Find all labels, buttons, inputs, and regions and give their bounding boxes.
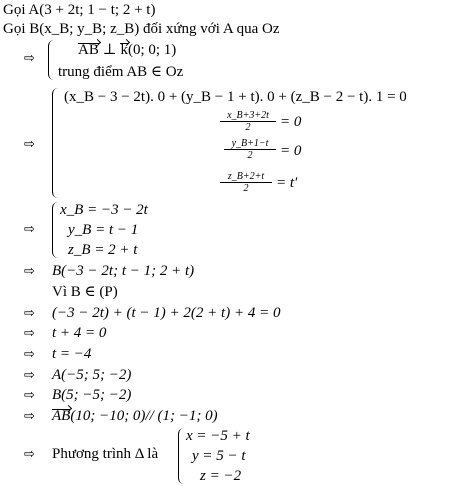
implies-arrow-3: ⇨ [24, 222, 35, 237]
vector-ab-2: AB [52, 408, 71, 424]
vector-k: k [120, 42, 128, 58]
fraction-xb-eq: = 0 [280, 114, 302, 130]
implies-arrow-7: ⇨ [24, 347, 35, 362]
fraction-zb-eq: = t′ [276, 175, 298, 191]
system3-row3: z = −2 [200, 468, 242, 484]
implies-arrow-6: ⇨ [24, 326, 35, 341]
brace-4 [178, 428, 186, 484]
system2-row2: y_B = t − 1 [68, 222, 139, 238]
fraction-zb: $\frac{z\_B+2+t}{2}$ [220, 171, 272, 194]
brace-3 [52, 202, 60, 258]
line-equation-1: (−3 − 2t) + (t − 1) + 2(2 + t) + 4 = 0 [52, 305, 281, 321]
line-midpoint: trung điểm AB ∈ Oz [58, 64, 184, 80]
line-vector-ab [52, 408, 218, 425]
system1-row1: (x_B − 3 − 2t). 0 + (y_B − 1 + t). 0 + (z_B − 2 − t). 1 = 0 [64, 89, 407, 105]
fraction-xb: $\frac{x\_B+3+2t}{2}$ [220, 110, 276, 133]
vector-k-coords: (0; 0; 1) [127, 42, 177, 58]
perp-symbol: ⊥ [98, 42, 121, 58]
implies-arrow-5: ⇨ [24, 306, 35, 321]
brace-2 [52, 88, 61, 198]
implies-arrow-2: ⇨ [24, 137, 35, 152]
line-point-b: B(5; −5; −2) [52, 387, 132, 403]
line-equation-2: t + 4 = 0 [52, 325, 107, 341]
implies-arrow-8: ⇨ [24, 368, 35, 383]
line-goi-a: Gọi A(3 + 2t; 1 − t; 2 + t) [3, 2, 156, 18]
line-vector-perpendicular [78, 42, 176, 59]
system2-row3: z_B = 2 + t [68, 242, 138, 258]
line-point-a: A(−5; 5; −2) [52, 367, 132, 383]
line-vi-b-in-p: Vì B ∈ (P) [52, 284, 118, 300]
brace-1 [48, 40, 55, 80]
fraction-yb-eq: = 0 [280, 143, 302, 159]
line-phuong-trinh: Phương trình Δ là [52, 446, 159, 462]
system3-row1: x = −5 + t [186, 428, 250, 444]
implies-arrow-9: ⇨ [24, 388, 35, 403]
vector-ab-coords: (10; −10; 0)// (1; −1; 0) [70, 408, 218, 424]
vector-ab: AB [78, 42, 99, 58]
implies-arrow-10: ⇨ [24, 409, 35, 424]
implies-arrow-4: ⇨ [24, 264, 35, 279]
implies-arrow-1: ⇨ [24, 51, 35, 66]
line-point-b-param: B(−3 − 2t; t − 1; 2 + t) [52, 263, 195, 279]
line-goi-b: Gọi B(x_B; y_B; z_B) đối xứng với A qua Oz [3, 21, 280, 37]
system3-row2: y = 5 − t [192, 448, 246, 464]
line-equation-3: t = −4 [52, 346, 92, 362]
system2-row1: x_B = −3 − 2t [60, 202, 148, 218]
implies-arrow-11: ⇨ [24, 447, 35, 462]
fraction-yb: $\frac{y\_B+1-t}{2}$ [224, 138, 276, 161]
